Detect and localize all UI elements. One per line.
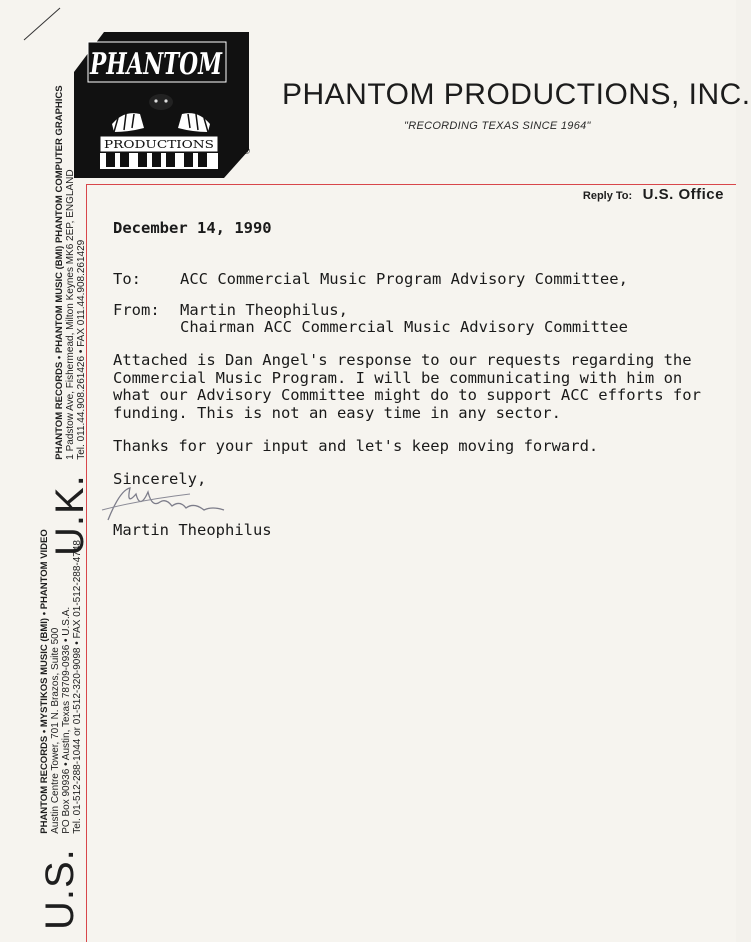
us-line-1: PHANTOM RECORDS • MYSTIKOS MUSIC (BMI) • PHANTOM VIDEO xyxy=(38,529,50,834)
reply-to-label: Reply To: xyxy=(582,190,633,202)
closing-line: Sincerely, xyxy=(113,470,207,488)
from-title: Chairman ACC Commercial Music Advisory Committee xyxy=(180,318,628,336)
us-country-label: U.S. xyxy=(38,848,82,930)
letter-date: December 14, 1990 xyxy=(113,219,272,237)
body-line: funding. This is not an easy time in any sector. xyxy=(113,403,561,422)
from-label: From: xyxy=(113,301,160,319)
phantom-productions-logo xyxy=(74,32,249,178)
company-name: PHANTOM PRODUCTIONS, INC. xyxy=(282,78,751,111)
body-line: Commercial Music Program. I will be communicating with him on xyxy=(113,368,683,387)
uk-country-label: U.K. xyxy=(48,474,92,556)
from-name: Martin Theophilus, xyxy=(180,301,348,319)
signer-name: Martin Theophilus xyxy=(113,521,272,539)
letterhead-rule-horizontal xyxy=(86,184,736,185)
to-recipient: ACC Commercial Music Program Advisory Committee, xyxy=(180,270,628,288)
registered-mark: ® xyxy=(242,147,251,157)
letter-body-paragraph xyxy=(113,352,713,422)
us-line-4: Tel. 01-512-288-1044 or 01-512-320-9098 • FAX 01-512-288-4748 xyxy=(71,540,83,834)
uk-office-block xyxy=(48,85,93,556)
company-tagline: "RECORDING TEXAS SINCE 1964" xyxy=(404,120,591,132)
handwritten-signature xyxy=(100,480,240,524)
to-label: To: xyxy=(113,270,141,288)
uk-line-3: Tel. 011.44.908.261426 • FAX 011.44.908.261429 xyxy=(76,239,87,460)
logo-subword: PRODUCTIONS xyxy=(104,138,214,151)
us-line-3: PO Box 90936 • Austin, Texas 78709-0936 • U.S.A. xyxy=(60,606,72,834)
reply-to xyxy=(583,186,724,204)
body-line: Attached is Dan Angel's response to our requests regarding the xyxy=(113,351,692,369)
uk-line-2: 1 Padstow Ave, Fishermead, Milton Keynes MK6 2EP, ENGLAND xyxy=(65,169,76,460)
uk-line-1: PHANTOM RECORDS • PHANTOM MUSIC (BMI) PHANTOM COMPUTER GRAPHICS xyxy=(54,85,65,460)
reply-to-value: U.S. Office xyxy=(642,186,724,203)
us-office-block xyxy=(38,529,83,930)
logo-word: PHANTOM xyxy=(89,47,223,82)
corner-scratch-mark xyxy=(22,6,62,42)
thanks-line: Thanks for your input and let's keep moving forward. xyxy=(113,437,599,455)
body-line: what our Advisory Committee might do to support ACC efforts for xyxy=(113,386,701,404)
us-line-2: Austin Centre Tower, 701 N. Brazos, Suite 500 xyxy=(49,627,61,834)
